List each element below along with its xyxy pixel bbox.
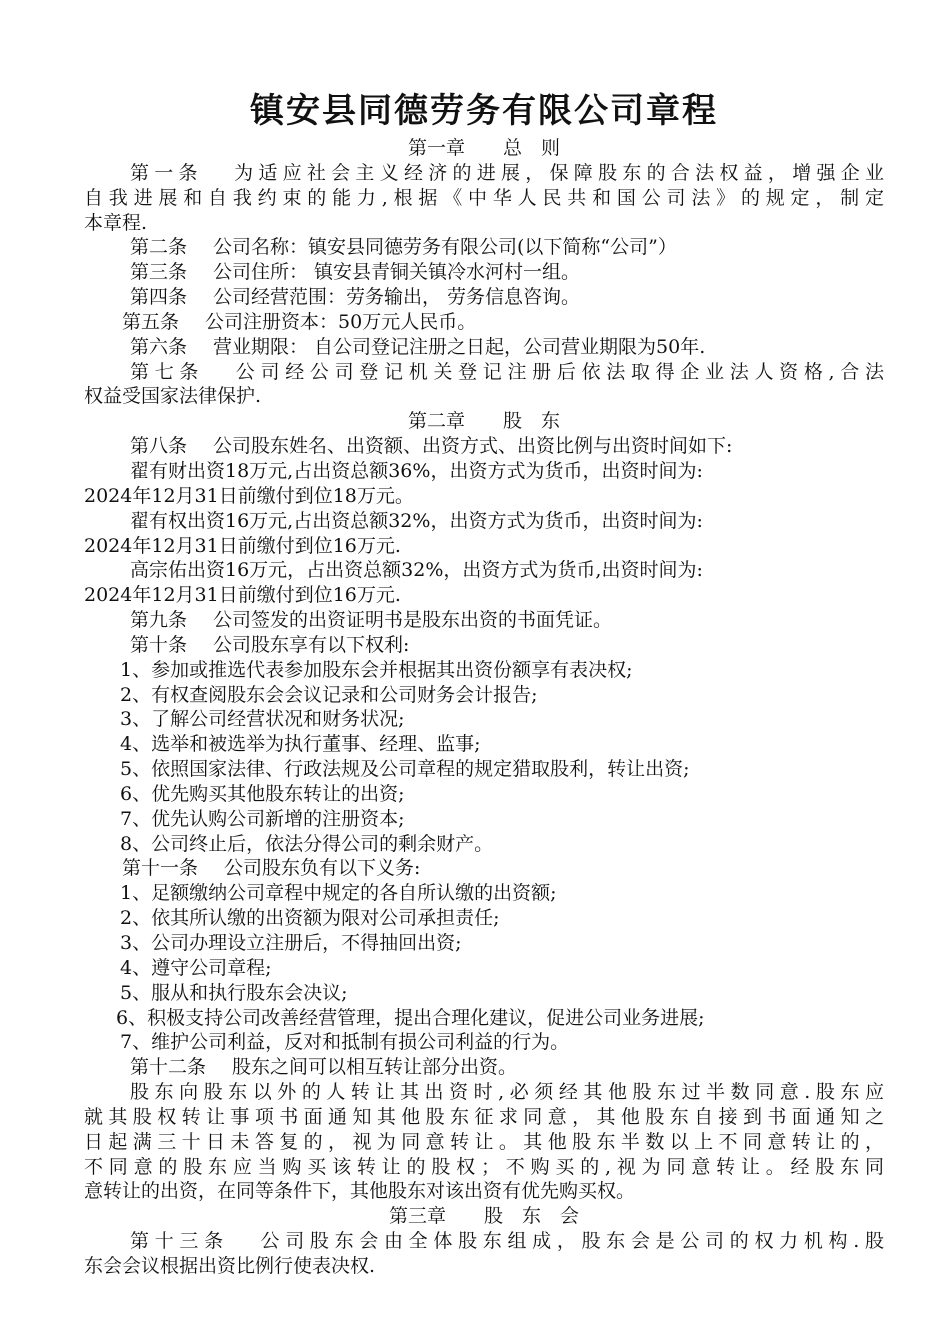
article-head: 第四条 — [130, 286, 188, 309]
list-item: 5、依照国家法律、行政法规及公司章程的规定猎取股利，转让出资; — [120, 758, 690, 781]
list-item: 4、选举和被选举为执行董事、经理、监事; — [120, 733, 481, 756]
article-head: 第九条 — [130, 609, 188, 632]
chapter-number: 第二章 — [407, 410, 465, 433]
list-item: 2、有权查阅股东会会议记录和公司财务会计报告; — [120, 683, 538, 706]
article-head: 第六条 — [130, 335, 188, 358]
article-3 — [84, 260, 884, 285]
chapter-number: 第一章 — [407, 137, 465, 159]
shareholder-3-line-2: 2024年12月31日前缴付到位16万元. — [84, 584, 401, 607]
article-1-line-3: 本章程. — [84, 211, 148, 234]
chapter-2-heading — [84, 409, 884, 434]
list-item: 4、遵守公司章程; — [120, 956, 272, 979]
chapter-name: 总 则 — [503, 137, 561, 159]
article-text: 公司注册资本：50万元人民币。 — [205, 310, 477, 333]
chapter-3-heading — [84, 1204, 884, 1229]
list-item: 7、维护公司利益，反对和抵制有损公司利益的行为。 — [120, 1031, 570, 1054]
list-item: 2、依其所认缴的出资额为限对公司承担责任; — [120, 907, 500, 930]
chapter-name: 股 东 — [503, 410, 561, 433]
document-page — [84, 88, 884, 1279]
shareholder-3-line-1: 高宗佑出资16万元，占出资总额32%，出资方式为货币,出资时间为: — [130, 559, 703, 582]
article-12-para-line-4: 不同意的股东应当购买该转让的股权；不购买的,视为同意转让。经股东同 — [84, 1155, 884, 1178]
article-text: 营业期限： 自公司登记注册之日起，公司营业期限为50年. — [213, 335, 706, 358]
article-13-line-2: 东会会议根据出资比例行使表决权. — [84, 1254, 376, 1277]
article-5 — [84, 310, 884, 335]
article-7-line-2: 权益受国家法律保护. — [84, 385, 262, 408]
list-item: 8、公司终止后，依法分得公司的剩余财产。 — [120, 832, 494, 855]
article-13-line-1 — [84, 1229, 884, 1254]
article-1-line-1 — [84, 161, 884, 186]
article-7-line-1 — [84, 360, 884, 385]
article-4 — [84, 285, 884, 310]
article-12 — [84, 1055, 884, 1080]
document-title: 镇安县同德劳务有限公司章程 — [250, 91, 718, 131]
list-item: 3、了解公司经营状况和财务状况; — [120, 708, 405, 731]
article-8 — [84, 434, 884, 459]
article-text: 公司经营范围：劳务输出， 劳务信息咨询。 — [213, 286, 581, 309]
chapter-name: 股 东 会 — [484, 1205, 580, 1228]
list-item: 3、公司办理设立注册后，不得抽回出资; — [120, 932, 462, 954]
article-head: 第五条 — [122, 310, 180, 333]
article-text: 公司签发的出资证明书是股东出资的书面凭证。 — [213, 609, 613, 632]
article-text: 公司股东负有以下义务: — [224, 857, 421, 880]
article-1-line-2: 自我进展和自我约束的能力,根据《中华人民共和国公司法》的规定，制定 — [84, 186, 884, 209]
list-item: 1、参加或推选代表参加股东会并根据其出资份额享有表决权; — [120, 658, 633, 681]
article-text: 公司住所： 镇安县青铜关镇冷水河村一组。 — [213, 261, 581, 284]
shareholder-1-line-1: 翟有财出资18万元,占出资总额36%，出资方式为货币，出资时间为: — [130, 459, 703, 482]
article-12-para-line-2: 就其股权转让事项书面通知其他股东征求同意，其他股东自接到书面通知之 — [84, 1105, 884, 1128]
article-12-para-line-3: 日起满三十日未答复的，视为同意转让。其他股东半数以上不同意转让的， — [84, 1130, 884, 1153]
article-text: 公司经公司登记机关登记注册后依法取得企业法人资格,合法 — [230, 360, 884, 383]
article-10 — [84, 633, 884, 658]
article-12-para-line-5: 意转让的出资，在同等条件下，其他股东对该出资有优先购买权。 — [84, 1180, 636, 1203]
article-head: 第八条 — [130, 435, 188, 458]
article-2 — [84, 235, 884, 260]
article-head: 第二条 — [130, 236, 188, 259]
article-head: 第七条 — [130, 360, 205, 383]
article-9 — [84, 608, 884, 633]
article-text: 为适应社会主义经济的进展，保障股东的合法权益，增强企业 — [228, 161, 884, 184]
article-head: 第十条 — [130, 633, 188, 656]
article-text: 公司名称：镇安县同德劳务有限公司(以下简称“公司”） — [213, 236, 677, 259]
list-item: 5、服从和执行股东会决议; — [120, 981, 348, 1004]
article-head: 第十一条 — [122, 857, 199, 880]
article-head: 第十三条 — [130, 1230, 229, 1253]
list-item: 6、优先购买其他股东转让的出资; — [120, 782, 405, 805]
article-6 — [84, 335, 884, 360]
shareholder-2-line-1: 翟有权出资16万元,占出资总额32%，出资方式为货币，出资时间为: — [130, 509, 703, 532]
article-head: 第十二条 — [130, 1056, 207, 1079]
article-text: 公司股东享有以下权利: — [213, 633, 410, 656]
article-12-para-line-1: 股东向股东以外的人转让其出资时,必须经其他股东过半数同意.股东应 — [130, 1081, 884, 1104]
article-text: 股东之间可以相互转让部分出资。 — [232, 1056, 518, 1079]
shareholder-2-line-2: 2024年12月31日前缴付到位16万元. — [84, 534, 401, 557]
chapter-number: 第三章 — [388, 1205, 446, 1228]
article-head: 第一条 — [130, 161, 203, 184]
article-11 — [84, 856, 884, 881]
article-text: 公司股东姓名、出资额、出资方式、出资比例与出资时间如下: — [213, 435, 733, 458]
shareholder-1-line-2: 2024年12月31日前缴付到位18万元。 — [84, 484, 414, 507]
list-item: 1、足额缴纳公司章程中规定的各自所认缴的出资额; — [120, 882, 557, 905]
chapter-1-heading — [84, 136, 884, 161]
article-text: 公司股东会由全体股东组成，股东会是公司的权力机构.股 — [254, 1230, 884, 1253]
list-item: 7、优先认购公司新增的注册资本; — [120, 807, 405, 830]
article-head: 第三条 — [130, 261, 188, 284]
list-item: 6、积极支持公司改善经营管理，提出合理化建议，促进公司业务进展; — [116, 1006, 705, 1029]
